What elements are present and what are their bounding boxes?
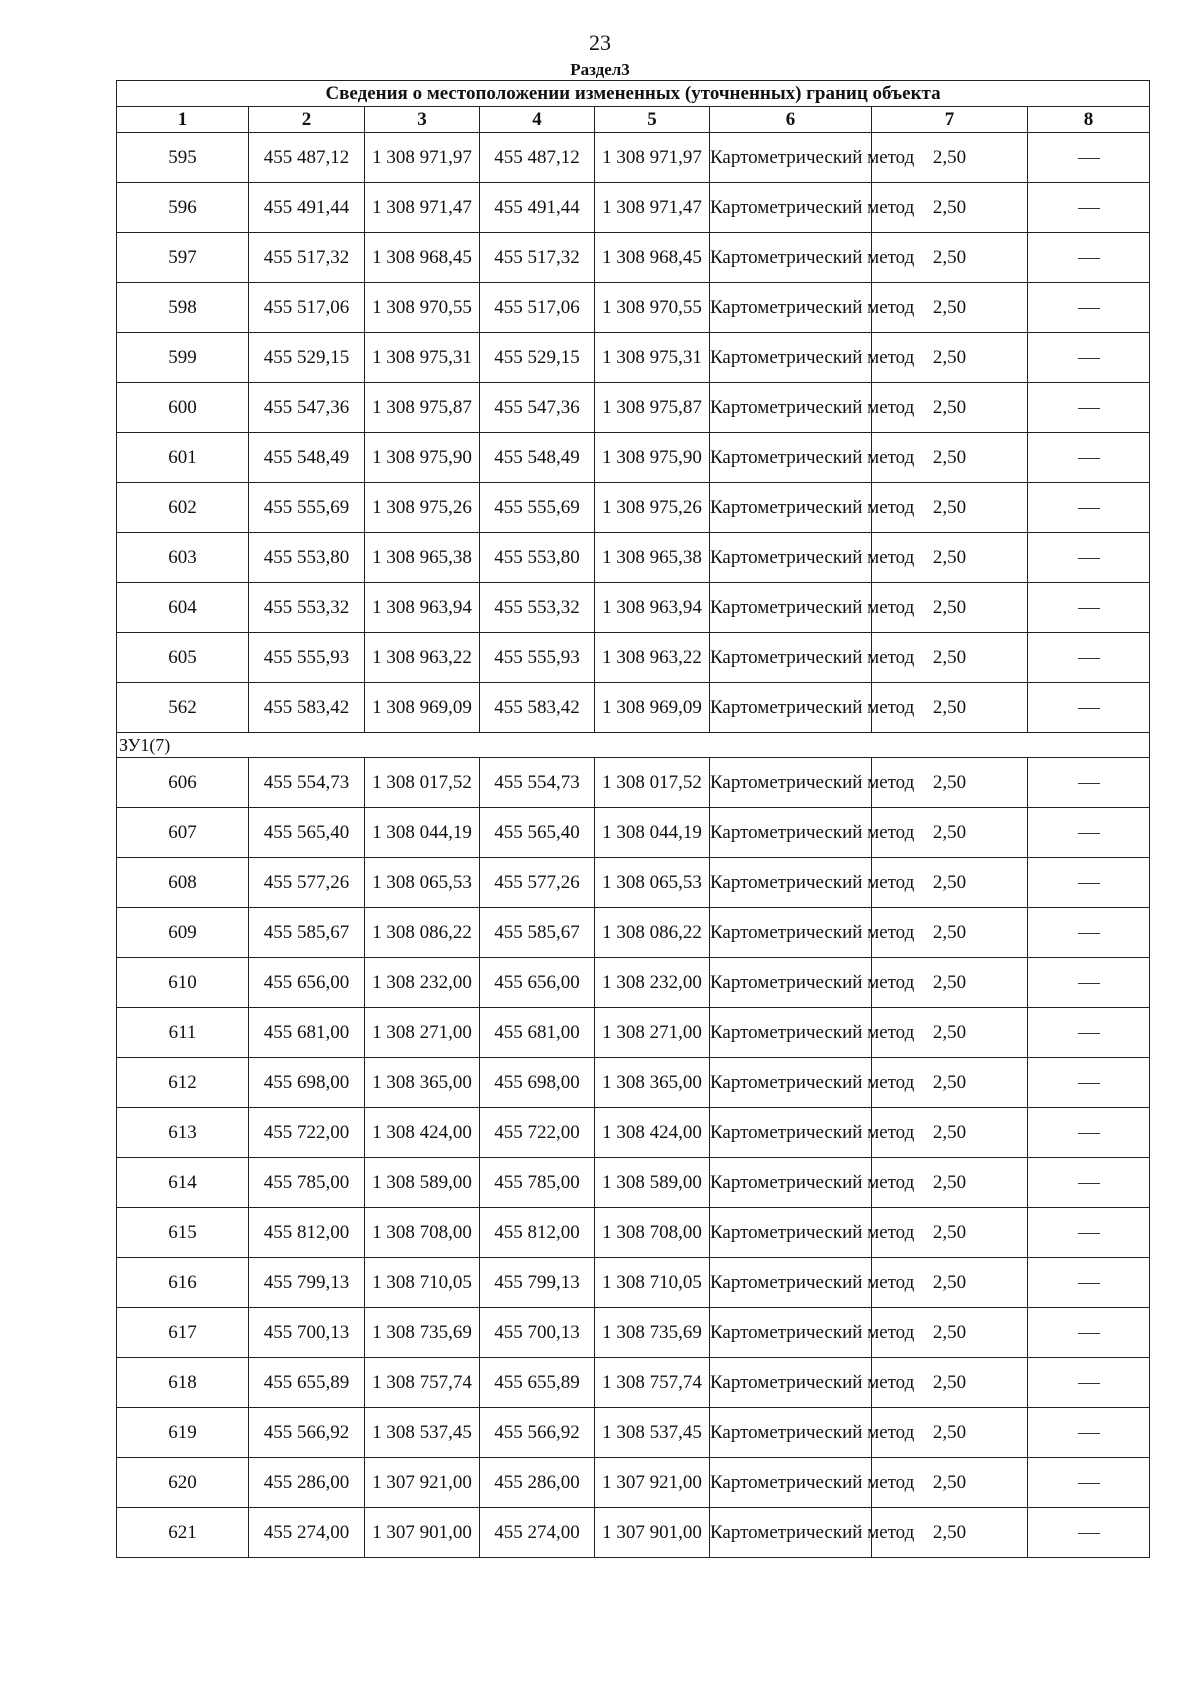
existing-x-cell: 455 517,06 xyxy=(249,283,365,333)
method-cell: Картометрический метод xyxy=(710,333,872,383)
new-x-cell: 455 529,15 xyxy=(480,333,595,383)
existing-y-cell: 1 308 975,26 xyxy=(365,483,480,533)
dash-mark xyxy=(1078,258,1100,259)
point-number-cell: 610 xyxy=(117,958,249,1008)
accuracy-cell: 2,50 xyxy=(872,1108,1028,1158)
existing-y-cell: 1 307 901,00 xyxy=(365,1508,480,1558)
dash-mark xyxy=(1078,308,1100,309)
new-x-cell: 455 722,00 xyxy=(480,1108,595,1158)
table-row xyxy=(117,858,1150,908)
note-cell xyxy=(1028,958,1150,1008)
dash-mark xyxy=(1078,458,1100,459)
dash-mark xyxy=(1078,608,1100,609)
new-x-cell: 455 554,73 xyxy=(480,758,595,808)
existing-x-cell: 455 487,12 xyxy=(249,133,365,183)
accuracy-cell: 2,50 xyxy=(872,383,1028,433)
existing-x-cell: 455 555,93 xyxy=(249,633,365,683)
existing-x-cell: 455 681,00 xyxy=(249,1008,365,1058)
table-row xyxy=(117,758,1150,808)
note-cell xyxy=(1028,908,1150,958)
existing-y-cell: 1 308 971,97 xyxy=(365,133,480,183)
new-x-cell: 455 491,44 xyxy=(480,183,595,233)
point-number-cell: 602 xyxy=(117,483,249,533)
table-row xyxy=(117,483,1150,533)
existing-x-cell: 455 583,42 xyxy=(249,683,365,733)
dash-mark xyxy=(1078,1483,1100,1484)
method-cell: Картометрический метод xyxy=(710,283,872,333)
note-cell xyxy=(1028,483,1150,533)
table-row xyxy=(117,433,1150,483)
accuracy-cell: 2,50 xyxy=(872,1258,1028,1308)
existing-y-cell: 1 308 975,90 xyxy=(365,433,480,483)
method-cell: Картометрический метод xyxy=(710,1508,872,1558)
existing-x-cell: 455 491,44 xyxy=(249,183,365,233)
existing-x-cell: 455 274,00 xyxy=(249,1508,365,1558)
note-cell xyxy=(1028,1358,1150,1408)
new-y-cell: 1 308 424,00 xyxy=(595,1108,710,1158)
existing-x-cell: 455 553,32 xyxy=(249,583,365,633)
dash-mark xyxy=(1078,1283,1100,1284)
dash-mark xyxy=(1078,1183,1100,1184)
table-row xyxy=(117,1358,1150,1408)
table-row xyxy=(117,1408,1150,1458)
method-cell: Картометрический метод xyxy=(710,583,872,633)
accuracy-cell: 2,50 xyxy=(872,1408,1028,1458)
method-cell: Картометрический метод xyxy=(710,133,872,183)
existing-y-cell: 1 308 044,19 xyxy=(365,808,480,858)
section-title: Раздел3 xyxy=(570,60,630,79)
existing-y-cell: 1 308 710,05 xyxy=(365,1258,480,1308)
table-caption-row xyxy=(117,81,1150,107)
point-number-cell: 618 xyxy=(117,1358,249,1408)
new-x-cell: 455 655,89 xyxy=(480,1358,595,1408)
method-cell: Картометрический метод xyxy=(710,633,872,683)
method-cell: Картометрический метод xyxy=(710,533,872,583)
dash-mark xyxy=(1078,208,1100,209)
note-cell xyxy=(1028,233,1150,283)
note-cell xyxy=(1028,283,1150,333)
method-cell: Картометрический метод xyxy=(710,1358,872,1408)
existing-y-cell: 1 308 969,09 xyxy=(365,683,480,733)
note-cell xyxy=(1028,133,1150,183)
existing-x-cell: 455 566,92 xyxy=(249,1408,365,1458)
existing-x-cell: 455 700,13 xyxy=(249,1308,365,1358)
existing-y-cell: 1 307 921,00 xyxy=(365,1458,480,1508)
new-x-cell: 455 700,13 xyxy=(480,1308,595,1358)
dash-mark xyxy=(1078,158,1100,159)
new-y-cell: 1 308 969,09 xyxy=(595,683,710,733)
table-row xyxy=(117,808,1150,858)
method-cell: Картометрический метод xyxy=(710,958,872,1008)
method-cell: Картометрический метод xyxy=(710,483,872,533)
accuracy-cell: 2,50 xyxy=(872,683,1028,733)
note-cell xyxy=(1028,383,1150,433)
point-number-cell: 612 xyxy=(117,1058,249,1108)
accuracy-cell: 2,50 xyxy=(872,1158,1028,1208)
new-x-cell: 455 286,00 xyxy=(480,1458,595,1508)
accuracy-cell: 2,50 xyxy=(872,583,1028,633)
accuracy-cell: 2,50 xyxy=(872,1358,1028,1408)
method-cell: Картометрический метод xyxy=(710,1058,872,1108)
note-cell xyxy=(1028,583,1150,633)
note-cell xyxy=(1028,1208,1150,1258)
method-cell: Картометрический метод xyxy=(710,1308,872,1358)
point-number-cell: 621 xyxy=(117,1508,249,1558)
new-x-cell: 455 553,32 xyxy=(480,583,595,633)
existing-y-cell: 1 308 757,74 xyxy=(365,1358,480,1408)
note-cell xyxy=(1028,433,1150,483)
table-row xyxy=(117,683,1150,733)
method-cell: Картометрический метод xyxy=(710,858,872,908)
existing-y-cell: 1 308 965,38 xyxy=(365,533,480,583)
dash-mark xyxy=(1078,558,1100,559)
new-x-cell: 455 566,92 xyxy=(480,1408,595,1458)
dash-mark xyxy=(1078,933,1100,934)
method-cell: Картометрический метод xyxy=(710,1208,872,1258)
dash-mark xyxy=(1078,1333,1100,1334)
new-y-cell: 1 308 975,26 xyxy=(595,483,710,533)
existing-y-cell: 1 308 424,00 xyxy=(365,1108,480,1158)
existing-y-cell: 1 308 975,87 xyxy=(365,383,480,433)
accuracy-cell: 2,50 xyxy=(872,958,1028,1008)
table-body xyxy=(117,133,1150,1558)
accuracy-cell: 2,50 xyxy=(872,1058,1028,1108)
point-number-cell: 609 xyxy=(117,908,249,958)
point-number-cell: 595 xyxy=(117,133,249,183)
note-cell xyxy=(1028,683,1150,733)
existing-y-cell: 1 308 589,00 xyxy=(365,1158,480,1208)
note-cell xyxy=(1028,808,1150,858)
accuracy-cell: 2,50 xyxy=(872,633,1028,683)
point-number-cell: 614 xyxy=(117,1158,249,1208)
accuracy-cell: 2,50 xyxy=(872,183,1028,233)
existing-y-cell: 1 308 017,52 xyxy=(365,758,480,808)
dash-mark xyxy=(1078,408,1100,409)
new-y-cell: 1 308 971,97 xyxy=(595,133,710,183)
table-row xyxy=(117,1308,1150,1358)
coordinates-table xyxy=(116,80,1150,1558)
note-cell xyxy=(1028,1158,1150,1208)
page-number: 23 xyxy=(589,30,611,55)
table-row xyxy=(117,1508,1150,1558)
note-cell xyxy=(1028,758,1150,808)
new-x-cell: 455 274,00 xyxy=(480,1508,595,1558)
point-number-cell: 620 xyxy=(117,1458,249,1508)
existing-y-cell: 1 308 735,69 xyxy=(365,1308,480,1358)
new-y-cell: 1 308 589,00 xyxy=(595,1158,710,1208)
new-x-cell: 455 812,00 xyxy=(480,1208,595,1258)
existing-x-cell: 455 553,80 xyxy=(249,533,365,583)
existing-y-cell: 1 308 086,22 xyxy=(365,908,480,958)
accuracy-cell: 2,50 xyxy=(872,1308,1028,1358)
existing-y-cell: 1 308 065,53 xyxy=(365,858,480,908)
point-number-cell: 619 xyxy=(117,1408,249,1458)
point-number-cell: 615 xyxy=(117,1208,249,1258)
existing-y-cell: 1 308 232,00 xyxy=(365,958,480,1008)
method-cell: Картометрический метод xyxy=(710,1458,872,1508)
method-cell: Картометрический метод xyxy=(710,908,872,958)
new-x-cell: 455 548,49 xyxy=(480,433,595,483)
dash-mark xyxy=(1078,1233,1100,1234)
new-x-cell: 455 555,93 xyxy=(480,633,595,683)
new-y-cell: 1 308 757,74 xyxy=(595,1358,710,1408)
accuracy-cell: 2,50 xyxy=(872,333,1028,383)
new-x-cell: 455 487,12 xyxy=(480,133,595,183)
existing-x-cell: 455 722,00 xyxy=(249,1108,365,1158)
group-label: ЗУ1(7) xyxy=(117,733,1150,758)
point-number-cell: 600 xyxy=(117,383,249,433)
method-cell: Картометрический метод xyxy=(710,1158,872,1208)
accuracy-cell: 2,50 xyxy=(872,283,1028,333)
accuracy-cell: 2,50 xyxy=(872,483,1028,533)
note-cell xyxy=(1028,1458,1150,1508)
new-x-cell: 455 681,00 xyxy=(480,1008,595,1058)
accuracy-cell: 2,50 xyxy=(872,808,1028,858)
new-y-cell: 1 308 963,22 xyxy=(595,633,710,683)
column-number: 4 xyxy=(480,107,595,133)
dash-mark xyxy=(1078,1133,1100,1134)
new-x-cell: 455 517,32 xyxy=(480,233,595,283)
new-x-cell: 455 553,80 xyxy=(480,533,595,583)
existing-x-cell: 455 555,69 xyxy=(249,483,365,533)
table-row xyxy=(117,1008,1150,1058)
new-x-cell: 455 517,06 xyxy=(480,283,595,333)
method-cell: Картометрический метод xyxy=(710,233,872,283)
point-number-cell: 611 xyxy=(117,1008,249,1058)
new-x-cell: 455 585,67 xyxy=(480,908,595,958)
table-row xyxy=(117,1458,1150,1508)
dash-mark xyxy=(1078,883,1100,884)
note-cell xyxy=(1028,1408,1150,1458)
method-cell: Картометрический метод xyxy=(710,433,872,483)
column-number: 6 xyxy=(710,107,872,133)
accuracy-cell: 2,50 xyxy=(872,1458,1028,1508)
existing-x-cell: 455 547,36 xyxy=(249,383,365,433)
new-x-cell: 455 555,69 xyxy=(480,483,595,533)
accuracy-cell: 2,50 xyxy=(872,1208,1028,1258)
new-x-cell: 455 785,00 xyxy=(480,1158,595,1208)
method-cell: Картометрический метод xyxy=(710,1258,872,1308)
table-caption: Сведения о местоположении измененных (уточненных) границ объекта xyxy=(117,81,1150,107)
point-number-cell: 601 xyxy=(117,433,249,483)
dash-mark xyxy=(1078,983,1100,984)
new-x-cell: 455 577,26 xyxy=(480,858,595,908)
dash-mark xyxy=(1078,1383,1100,1384)
existing-y-cell: 1 308 365,00 xyxy=(365,1058,480,1108)
new-y-cell: 1 308 708,00 xyxy=(595,1208,710,1258)
existing-y-cell: 1 308 970,55 xyxy=(365,283,480,333)
accuracy-cell: 2,50 xyxy=(872,1008,1028,1058)
point-number-cell: 616 xyxy=(117,1258,249,1308)
existing-y-cell: 1 308 537,45 xyxy=(365,1408,480,1458)
column-number: 3 xyxy=(365,107,480,133)
note-cell xyxy=(1028,183,1150,233)
note-cell xyxy=(1028,1108,1150,1158)
point-number-cell: 562 xyxy=(117,683,249,733)
dash-mark xyxy=(1078,1533,1100,1534)
existing-x-cell: 455 785,00 xyxy=(249,1158,365,1208)
new-y-cell: 1 308 975,87 xyxy=(595,383,710,433)
group-row xyxy=(117,733,1150,758)
table-row xyxy=(117,333,1150,383)
point-number-cell: 605 xyxy=(117,633,249,683)
table-row xyxy=(117,183,1150,233)
column-number: 5 xyxy=(595,107,710,133)
new-y-cell: 1 307 921,00 xyxy=(595,1458,710,1508)
accuracy-cell: 2,50 xyxy=(872,233,1028,283)
column-number-row xyxy=(117,107,1150,133)
table-row xyxy=(117,133,1150,183)
existing-y-cell: 1 308 708,00 xyxy=(365,1208,480,1258)
existing-x-cell: 455 698,00 xyxy=(249,1058,365,1108)
note-cell xyxy=(1028,1008,1150,1058)
existing-x-cell: 455 585,67 xyxy=(249,908,365,958)
existing-x-cell: 455 286,00 xyxy=(249,1458,365,1508)
method-cell: Картометрический метод xyxy=(710,183,872,233)
table-row xyxy=(117,1158,1150,1208)
note-cell xyxy=(1028,633,1150,683)
dash-mark xyxy=(1078,708,1100,709)
column-number: 1 xyxy=(117,107,249,133)
existing-y-cell: 1 308 963,22 xyxy=(365,633,480,683)
table-row xyxy=(117,1258,1150,1308)
new-x-cell: 455 799,13 xyxy=(480,1258,595,1308)
table-row xyxy=(117,633,1150,683)
new-y-cell: 1 308 065,53 xyxy=(595,858,710,908)
dash-mark xyxy=(1078,658,1100,659)
new-x-cell: 455 583,42 xyxy=(480,683,595,733)
point-number-cell: 597 xyxy=(117,233,249,283)
existing-y-cell: 1 308 271,00 xyxy=(365,1008,480,1058)
dash-mark xyxy=(1078,1433,1100,1434)
new-x-cell: 455 565,40 xyxy=(480,808,595,858)
point-number-cell: 599 xyxy=(117,333,249,383)
new-y-cell: 1 308 970,55 xyxy=(595,283,710,333)
new-y-cell: 1 308 710,05 xyxy=(595,1258,710,1308)
existing-x-cell: 455 799,13 xyxy=(249,1258,365,1308)
existing-x-cell: 455 812,00 xyxy=(249,1208,365,1258)
new-y-cell: 1 308 975,90 xyxy=(595,433,710,483)
existing-y-cell: 1 308 975,31 xyxy=(365,333,480,383)
table-row xyxy=(117,533,1150,583)
note-cell xyxy=(1028,333,1150,383)
accuracy-cell: 2,50 xyxy=(872,533,1028,583)
point-number-cell: 607 xyxy=(117,808,249,858)
table-row xyxy=(117,1108,1150,1158)
method-cell: Картометрический метод xyxy=(710,758,872,808)
method-cell: Картометрический метод xyxy=(710,683,872,733)
existing-x-cell: 455 554,73 xyxy=(249,758,365,808)
table-row xyxy=(117,383,1150,433)
new-y-cell: 1 308 086,22 xyxy=(595,908,710,958)
note-cell xyxy=(1028,858,1150,908)
existing-y-cell: 1 308 971,47 xyxy=(365,183,480,233)
point-number-cell: 603 xyxy=(117,533,249,583)
note-cell xyxy=(1028,533,1150,583)
table-row xyxy=(117,1058,1150,1108)
point-number-cell: 598 xyxy=(117,283,249,333)
new-y-cell: 1 308 963,94 xyxy=(595,583,710,633)
note-cell xyxy=(1028,1258,1150,1308)
point-number-cell: 608 xyxy=(117,858,249,908)
dash-mark xyxy=(1078,1083,1100,1084)
dash-mark xyxy=(1078,508,1100,509)
existing-x-cell: 455 655,89 xyxy=(249,1358,365,1408)
existing-x-cell: 455 548,49 xyxy=(249,433,365,483)
note-cell xyxy=(1028,1308,1150,1358)
point-number-cell: 604 xyxy=(117,583,249,633)
table-row xyxy=(117,233,1150,283)
new-y-cell: 1 308 271,00 xyxy=(595,1008,710,1058)
point-number-cell: 613 xyxy=(117,1108,249,1158)
table-row xyxy=(117,583,1150,633)
note-cell xyxy=(1028,1058,1150,1108)
new-y-cell: 1 308 965,38 xyxy=(595,533,710,583)
method-cell: Картометрический метод xyxy=(710,383,872,433)
column-number: 2 xyxy=(249,107,365,133)
new-y-cell: 1 308 975,31 xyxy=(595,333,710,383)
column-number: 7 xyxy=(872,107,1028,133)
method-cell: Картометрический метод xyxy=(710,1108,872,1158)
new-x-cell: 455 547,36 xyxy=(480,383,595,433)
new-x-cell: 455 656,00 xyxy=(480,958,595,1008)
existing-x-cell: 455 577,26 xyxy=(249,858,365,908)
new-y-cell: 1 307 901,00 xyxy=(595,1508,710,1558)
dash-mark xyxy=(1078,783,1100,784)
new-y-cell: 1 308 017,52 xyxy=(595,758,710,808)
new-y-cell: 1 308 537,45 xyxy=(595,1408,710,1458)
new-y-cell: 1 308 044,19 xyxy=(595,808,710,858)
accuracy-cell: 2,50 xyxy=(872,433,1028,483)
accuracy-cell: 2,50 xyxy=(872,858,1028,908)
new-y-cell: 1 308 232,00 xyxy=(595,958,710,1008)
accuracy-cell: 2,50 xyxy=(872,908,1028,958)
existing-x-cell: 455 529,15 xyxy=(249,333,365,383)
new-x-cell: 455 698,00 xyxy=(480,1058,595,1108)
dash-mark xyxy=(1078,1033,1100,1034)
dash-mark xyxy=(1078,358,1100,359)
accuracy-cell: 2,50 xyxy=(872,758,1028,808)
existing-x-cell: 455 656,00 xyxy=(249,958,365,1008)
accuracy-cell: 2,50 xyxy=(872,133,1028,183)
point-number-cell: 606 xyxy=(117,758,249,808)
method-cell: Картометрический метод xyxy=(710,1008,872,1058)
point-number-cell: 617 xyxy=(117,1308,249,1358)
table-row xyxy=(117,908,1150,958)
table-row xyxy=(117,1208,1150,1258)
existing-y-cell: 1 308 963,94 xyxy=(365,583,480,633)
new-y-cell: 1 308 735,69 xyxy=(595,1308,710,1358)
table-row xyxy=(117,958,1150,1008)
existing-y-cell: 1 308 968,45 xyxy=(365,233,480,283)
dash-mark xyxy=(1078,833,1100,834)
accuracy-cell: 2,50 xyxy=(872,1508,1028,1558)
point-number-cell: 596 xyxy=(117,183,249,233)
new-y-cell: 1 308 365,00 xyxy=(595,1058,710,1108)
existing-x-cell: 455 517,32 xyxy=(249,233,365,283)
column-number: 8 xyxy=(1028,107,1150,133)
existing-x-cell: 455 565,40 xyxy=(249,808,365,858)
note-cell xyxy=(1028,1508,1150,1558)
new-y-cell: 1 308 968,45 xyxy=(595,233,710,283)
new-y-cell: 1 308 971,47 xyxy=(595,183,710,233)
table-row xyxy=(117,283,1150,333)
method-cell: Картометрический метод xyxy=(710,808,872,858)
method-cell: Картометрический метод xyxy=(710,1408,872,1458)
